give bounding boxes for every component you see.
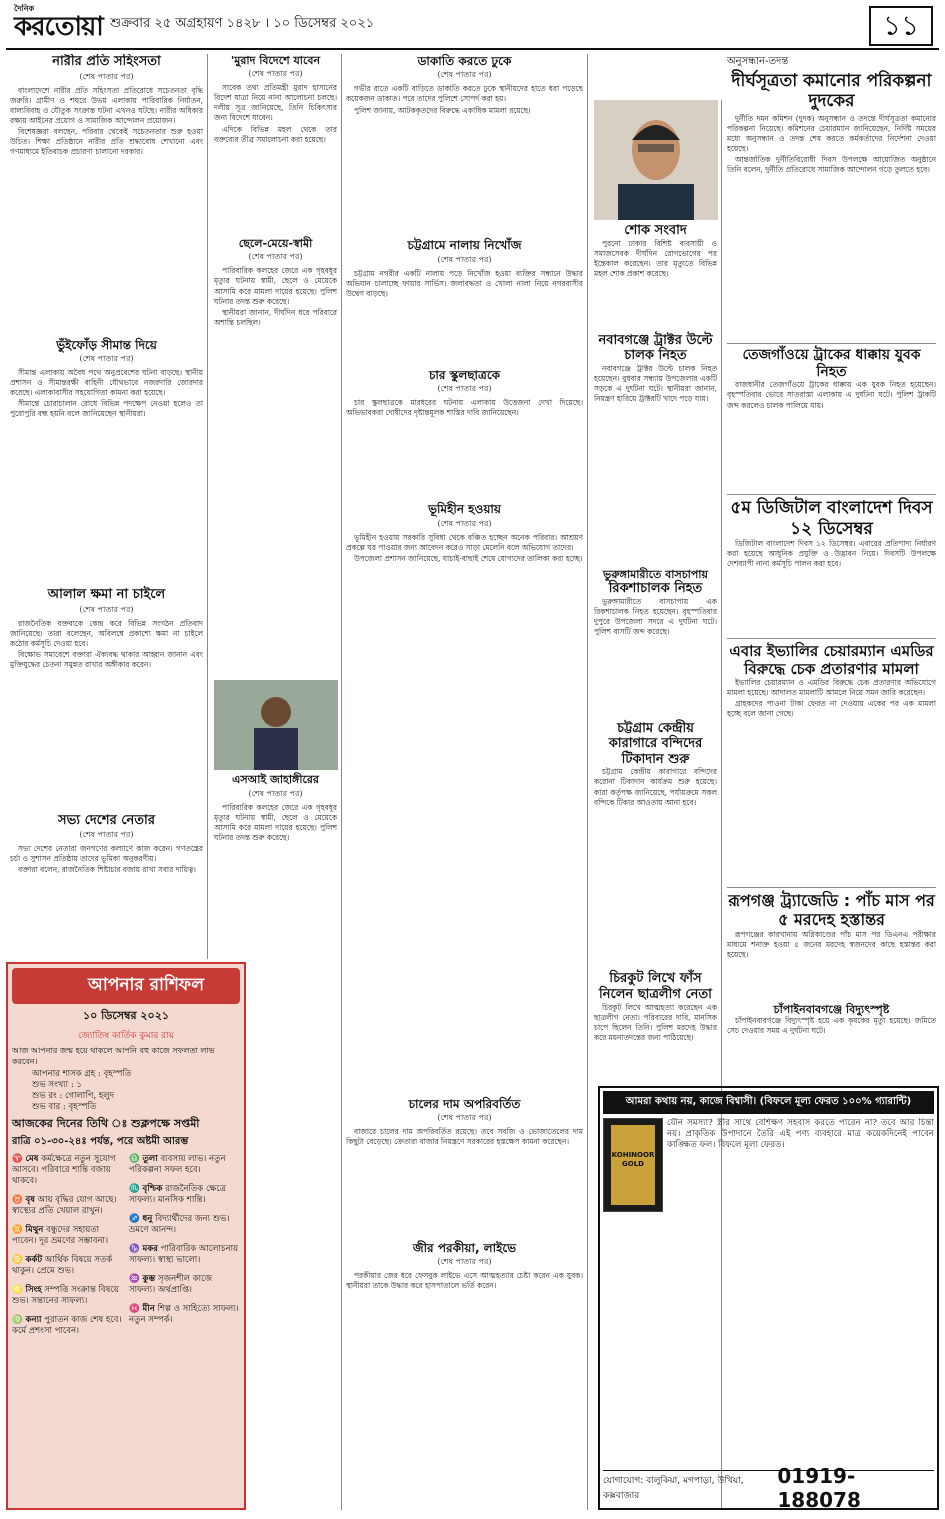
ad-contact: যোগাযোগ: বালুকিয়া, মগপাড়া, উখিয়া, কক্সবাজার — [603, 1476, 744, 1501]
headline-shok: শোক সংবাদ — [624, 223, 687, 238]
continued-label: (শেষ পাতার পর) — [437, 70, 492, 80]
headline-digital: ৫ম ডিজিটাল বাংলাদেশ দিবস ১২ ডিসেম্বর — [727, 494, 936, 539]
zodiac-sign: ♏ বৃশ্চিক রাজনৈতিক ক্ষেত্রে সাফল্য। মানসিক শান্তি। — [129, 1184, 226, 1205]
headline-jiir: জীর পরকীয়া, লাইভে — [412, 1240, 517, 1255]
article-chele: পারিবারিক কলহের জেরে এক গৃহবধূর মৃত্যুর ঘটনায় স্বামী, ছেলে ও মেয়েকে আসামি করে মামলা দায়ের হয়েছে। পুলিশ ঘটনার তদন্ত শুরু করেছে। স্থানীয়রা জানান, দীর্ঘদিন ধরে পরিবারে অশান্তি চলছিল। — [214, 266, 337, 327]
photo-caption: এসআই জাহাঙ্গীরের — [232, 773, 319, 787]
zodiac-sign: ♓ মীন শিল্প ও সাহিত্যে সাফল্য। নতুন সম্পর্ক। — [129, 1304, 239, 1325]
continued-label: (শেষ পাতার পর) — [248, 252, 303, 262]
person-photo-icon — [214, 680, 338, 770]
headline-ctg: চট্টগ্রাম কেন্দ্রীয় কারাগারে বন্দিদের টিকাদান শুরু — [608, 720, 703, 767]
headline-chaler: চালের দাম অপরিবর্তিত — [408, 1096, 521, 1111]
article-chapai: চাঁপাইনবাবগঞ্জে বিদ্যুৎস্পৃষ্ট হয়ে এক কৃষকের মৃত্যু হয়েছে। জমিতে সেচ দেওয়ার সময় এ দুর্ঘটনা ঘটে। — [727, 1015, 936, 1035]
headline-dirgho: দীর্ঘসূত্রতা কমানোর পরিকল্পনা দুদকের — [731, 71, 932, 112]
masthead — [6, 4, 939, 50]
headline-murad: 'মুরাদ বিদেশে যাবেন — [230, 54, 321, 67]
horoscope-intro: আজ আপনার জন্ম হয়ে থাকলে আপনি বহু কাজে সফলতা লাভ করবেন। — [12, 1046, 215, 1066]
zodiac-grid — [12, 1154, 240, 1337]
headline-rupganj: রূপগঞ্জ ট্র্যাজেডি : পাঁচ মাস পর ৫ মরদেহ হস্তান্তর — [727, 887, 936, 929]
article-jiir: পরকীয়ার জের ধরে ফেসবুক লাইভে এসে আত্মহত্যার চেষ্টা করেন এক যুবক। স্থানীয়রা তাকে উদ্ধার করে হাসপাতালে ভর্তি করেন। — [346, 1271, 583, 1291]
headline-nala: চট্টগ্রামে নালায় নিখোঁজ — [407, 238, 522, 253]
column-5 — [724, 54, 939, 1084]
zodiac-sign: ♊ মিথুন বন্ধুদের সহায়তা পাবেন। দূর ভ্রমণের সম্ভাবনা। — [12, 1225, 109, 1246]
article-digital: ডিজিটাল বাংলাদেশ দিবস ১২ ডিসেম্বর। এবারের প্রতিপাদ্য নির্ধারণ করা হয়েছে আধুনিক প্রযুক্তি ও উদ্ভাবন নিয়ে। দিবসটি উপলক্ষে দেশব্যাপী নানা কর্মসূচি পালন করা হবে। — [727, 539, 936, 569]
continued-label: (শেষ পাতার পর) — [79, 830, 134, 840]
newspaper-logo — [14, 4, 103, 44]
headline-nari: নারীর প্রতি সহিংসতা — [52, 54, 161, 69]
product-label: KOHINOOR GOLD — [611, 1125, 655, 1205]
headline-joto: ভুরুঙ্গামারীতে বাসচাপায় — [603, 567, 708, 581]
kicker-dirgho: অনুসন্ধান-তদন্ত — [727, 56, 789, 67]
article-bhumihin: ভূমিহীন হওয়ায় সরকারি সুবিধা থেকে বঞ্চিত হচ্ছেন অনেক পরিবার। আশ্রয়ণ প্রকল্পে ঘর পাওয়ার জন্য আবেদন করেও সাড়া মেলেনি বলে অভিযোগ তাদের। উপজেলা প্রশাসন জানিয়েছে, যাচাই-বাছাই শেষে যোগ্যদের তালিকা করা হচ্ছে। — [346, 532, 583, 563]
article-ctg: চট্টগ্রাম কেন্দ্রীয় কারাগারে বন্দিদের করোনা টিকাদান কার্যক্রম শুরু হয়েছে। কারা কর্তৃপক্ষ জানিয়েছে, পর্যায়ক্রমে সকল বন্দিকে টিকার আওতায় আনা হবে। — [594, 767, 717, 807]
column-3 — [342, 54, 588, 1510]
headline-nawab: নবাবগঞ্জে ট্রাক্টর উল্টে চালক নিহত — [598, 332, 713, 364]
zodiac-sign: ♎ তুলা ব্যবসায় লাভ। নতুন পরিকল্পনা সফল হবে। — [129, 1154, 226, 1175]
ad-headline: আমরা কথায় নয়, কাজে বিশ্বাসী। (বিফলে মূল্য ফেরত ১০০% গ্যারান্টি) — [603, 1091, 934, 1114]
article-alal: রাজনৈতিক বক্তব্যকে কেন্দ্র করে বিভিন্ন সংগঠন প্রতিবাদ জানিয়েছে। তারা বলেছেন, অবিলম্বে প্রকাশ্যে ক্ষমা না চাইলে কঠোর কর্মসূচি দেওয়া হবে। বিক্ষোভ সমাবেশে বক্তারা ঐক্যবদ্ধ থাকার আহ্বান জানান এবং মুক্তিযুদ্ধের চেতনা সমুন্নত রাখার অঙ্গীকার করেন। — [10, 618, 203, 669]
zodiac-column-left — [12, 1154, 123, 1337]
article-nala: চট্টগ্রাম নগরীর একটি নালায় পড়ে নিখোঁজ হওয়া ব্যক্তির সন্ধানে উদ্ধার অভিযান চালাচ্ছে ফায়ার সার্ভিস। জলাবদ্ধতা ও খোলা নালা নিয়ে নগরবাসীর উদ্বেগ বাড়ছে। — [346, 268, 583, 298]
continued-label: (শেষ পাতার পর) — [437, 254, 492, 264]
continued-label: (শেষ পাতার পর) — [437, 1112, 492, 1122]
article-tejgaon: রাজধানীর তেজগাঁওয়ে ট্রাকের ধাক্কায় এক যুবক নিহত হয়েছেন। বৃহস্পতিবার ভোরে সাতরাস্তা এলাকায় এ দুর্ঘটনা ঘটে। পুলিশ ট্রাকটি জব্দ করলেও চালক পালিয়ে যায়। — [727, 380, 936, 410]
subheadline-joto: রিকশাচালক নিহত — [608, 580, 703, 596]
ad-content — [603, 1118, 934, 1388]
horoscope-author: জ্যোতিষ কার্তিক কুমার রায় — [77, 1031, 175, 1041]
article-nawab: নবাবগঞ্জে ট্রাক্টর উল্টে চালক নিহত হয়েছেন। বুধবার সন্ধ্যায় উপজেলার একটি সড়কে এ দুর্ঘটনা ঘটে। স্থানীয়রা জানান, নিয়ন্ত্রণ হারিয়ে ট্রাক্টরটি খাদে পড়ে যায়। — [594, 363, 717, 404]
continued-label: (শেষ পাতার পর) — [79, 353, 134, 363]
headline-bhumihin: ভূমিহীন হওয়ায় — [428, 502, 501, 517]
zodiac-sign: ♐ ধনু বিদ্যার্থীদের জন্য শুভ। ভ্রমণে আনন্দ। — [129, 1214, 230, 1235]
article-si: পারিবারিক কলহের জেরে এক গৃহবধূর মৃত্যুর ঘটনায় স্বামী, ছেলে ও মেয়েকে আসামি করে মামলা দায়ের হয়েছে। পুলিশ ঘটনার তদন্ত শুরু করেছে। — [214, 802, 337, 842]
horoscope-date: ১০ ডিসেম্বর ২০২১ — [82, 1009, 169, 1022]
page-number: ১১ — [869, 6, 933, 46]
product-image — [603, 1118, 663, 1212]
headline-dakati: ডাকাতি করতে ঢুকে — [417, 54, 512, 68]
article-dirgho: দুর্নীতি দমন কমিশন (দুদক) অনুসন্ধান ও তদন্তে দীর্ঘসূত্রতা কমানোর পরিকল্পনা নিয়েছে। কমিশনের চেয়ারম্যান জানিয়েছেন, নির্দিষ্ট সময়ের মধ্যে অনুসন্ধান ও তদন্ত শেষ করতে কর্মকর্তাদের নির্দেশনা দেওয়া হয়েছে। আন্তর্জাতিক দুর্নীতিবিরোধী দিবস উপলক্ষে আয়োজিত অনুষ্ঠানে তিনি বলেন, দুর্নীতি প্রতিরোধে সামাজিক আন্দোলন গড়ে তুলতে হবে। — [727, 113, 936, 175]
headline-alal: আলাল ক্ষমা না চাইলে — [47, 586, 166, 602]
article-dakati: গভীর রাতে একটি বাড়িতে ডাকাতি করতে ঢুকে স্থানীয়দের হাতে ধরা পড়েছে কয়েকজন ডাকাত। পরে তাদের পুলিশে সোপর্দ করা হয়। পুলিশ জানায়, আটককৃতদের বিরুদ্ধে একাধিক মামলা রয়েছে। — [346, 84, 583, 115]
headline-tejgaon: তেজগাঁওয়ে ট্রাকের ধাক্কায় যুবক নিহত — [727, 343, 936, 381]
column-1 — [6, 54, 208, 959]
headline-char: চার স্কুলছাত্রকে — [428, 367, 501, 382]
continued-label: (শেষ পাতার পর) — [437, 1257, 492, 1267]
article-chirkut: চিরকুট লিখে আত্মহত্যা করেছেন এক ছাত্রলীগ নেতা। পরিবারের দাবি, মানসিক চাপে ছিলেন তিনি। পুলিশ মরদেহ উদ্ধার করে ময়নাতদন্তের জন্য পাঠিয়েছে। — [594, 1002, 717, 1042]
column-2 — [210, 54, 342, 1510]
article-chaler: বাজারে চালের দাম অপরিবর্তিত রয়েছে। তবে সবজি ও ভোজ্যতেলের দাম কিছুটা বেড়েছে। ক্রেতারা বাজার নিয়ন্ত্রণে সরকারের হস্তক্ষেপ কামনা করেছেন। — [346, 1126, 583, 1147]
obituary-photo — [594, 100, 717, 220]
headline-evaly: এবার ইভ্যালির চেয়ারম্যান এমডির বিরুদ্ধে চেক প্রতারণার মামলা — [727, 638, 936, 678]
continued-label: (শেষ পাতার পর) — [79, 604, 134, 614]
continued-label: (শেষ পাতার পর) — [248, 69, 303, 79]
zodiac-sign: ♋ কর্কট আর্থিক বিষয়ে সতর্ক থাকুন। প্রেমে শুভ। — [12, 1255, 113, 1276]
headline-chapai: চাঁপাইনবাবগঞ্জে বিদ্যুৎস্পৃষ্ট — [773, 1002, 890, 1016]
tithi-sub: রাত্রি ০১-৩০-২৪ঃ পর্যন্ত, পরে অষ্টমী আরম্ভ — [12, 1136, 189, 1147]
ad-phone: 01919-188078 — [777, 1464, 861, 1510]
ad-body: যৌন সমস্যা? স্ত্রীর সাথে বেশিক্ষণ সহবাস করতে পারেন না? তবে আর চিন্তা নয়। প্রাকৃতিক উপাদানে তৈরি এই পণ্য ব্যবহারে মাত্র কয়েকদিনেই পাবেন কাঙ্ক্ষিত ফল। বিফলে মূল্য ফেরত। — [667, 1118, 934, 1150]
tithi-heading: আজকের দিনের তিথি ঃ শুক্লপক্ষে সপ্তমী — [12, 1117, 200, 1130]
article-shok: পুরনো ঢাকার বিশিষ্ট ব্যবসায়ী ও সমাজসেবক দীর্ঘদিন রোগভোগের পর ইন্তেকাল করেছেন। তার মৃত্যুতে বিভিন্ন মহল শোক প্রকাশ করেছে। — [594, 238, 717, 278]
logo-daily: দৈনিক — [14, 4, 35, 13]
zodiac-sign: ♉ বৃষ আয় বৃদ্ধির যোগ আছে। স্বাস্থ্যের প্রতি খেয়াল রাখুন। — [12, 1195, 117, 1216]
article-sobbo: সভ্য দেশের নেতারা জনগণের কল্যাণে কাজ করেন। গণতন্ত্রের চর্চা ও সুশাসন প্রতিষ্ঠায় তাদের ভূমিকা অনুকরণীয়। বক্তারা বলেন, রাজনৈতিক শিষ্টাচার বজায় রাখা সবার দায়িত্ব। — [10, 844, 203, 875]
advertisement — [598, 1086, 939, 1510]
headline-vutto: ভুঁইফোঁড় সীমান্ত দিয়ে — [56, 337, 157, 352]
headline-chele: ছেলে-মেয়ে-স্বামী — [238, 237, 313, 251]
zodiac-sign: ♍ কন্যা পুরাতন কাজ শেষ হবে। কর্মে প্রশংসা পাবেন। — [12, 1315, 122, 1336]
dateline: শুক্রবার ২৫ অগ্রহায়ণ ১৪২৮ । ১০ ডিসেম্বর ২০২১ — [110, 16, 375, 31]
horoscope-info: আপনার শাসক গ্রহ : বৃহস্পতি শুভ সংখ্যা : ১ শুভ রং : গোলাপি, হলুদ শুভ বার : বৃহস্পতি — [32, 1069, 132, 1112]
continued-label: (শেষ পাতার পর) — [248, 788, 303, 798]
article-evaly: ইভ্যালির চেয়ারম্যান ও এমডির বিরুদ্ধে চেক প্রতারণার অভিযোগে মামলা হয়েছে। আদালত মামলাটি আমলে নিয়ে সমন জারি করেছেন। গ্রাহকদের পাওনা টাকা ফেরত না দেওয়ায় একের পর এক মামলা হচ্ছে বলে জানা গেছে। — [727, 678, 936, 719]
headline-sobbo: সভ্য দেশের নেতার — [58, 812, 155, 828]
ad-footer — [603, 1464, 934, 1510]
article-vutto: সীমান্ত এলাকায় অবৈধ পথে অনুপ্রবেশের ঘটনা বাড়ছে। স্থানীয় প্রশাসন ও সীমান্তরক্ষী বাহিনী যৌথভাবে নজরদারি জোরদার করেছে। এলাকাবাসীর সহযোগিতা কামনা করা হয়েছে। সীমান্তে চোরাচালান রোধে বিভিন্ন পদক্ষেপ নেওয়া হলেও তা পুরোপুরি বন্ধ হয়নি বলে জানিয়েছেন স্থানীয়রা। — [10, 367, 203, 419]
continued-label: (শেষ পাতার পর) — [79, 71, 134, 81]
continued-label: (শেষ পাতার পর) — [437, 384, 492, 394]
article-char: চার স্কুলছাত্রকে মারধরের ঘটনায় এলাকায় উত্তেজনা দেখা দিয়েছে। অভিভাবকরা দোষীদের দৃষ্টান্তমূলক শাস্তির দাবি জানিয়েছেন। — [346, 398, 583, 418]
article-joto: ভুরুঙ্গামারীতে বাসচাপায় এক রিকশাচালক নিহত হয়েছেন। বৃহস্পতিবার দুপুরে উপজেলা সদরে এ দুর্ঘটনা ঘটে। পুলিশ বাসটি জব্দ করেছে। — [594, 596, 717, 636]
article-rupganj: রূপগঞ্জের কারখানায় অগ্নিকাণ্ডের পাঁচ মাস পর ডিএনএ পরীক্ষার মাধ্যমে শনাক্ত হওয়া ৫ জনের মরদেহ স্বজনদের কাছে হস্তান্তর করা হয়েছে। — [727, 929, 936, 959]
zodiac-sign: ♑ মকর পারিবারিক আলোচনায় সাফল্য। স্বাস্থ্য ভালো। — [129, 1244, 239, 1265]
zodiac-sign: ♌ সিংহ সম্পত্তি সংক্রান্ত বিষয়ে শুভ। সন্তানের সাফল্য। — [12, 1285, 119, 1306]
zodiac-sign: ♈ মেষ কর্মক্ষেত্রে নতুন সুযোগ আসবে। পরিবারে শান্তি বজায় থাকবে। — [12, 1154, 116, 1186]
logo-name: করতোয়া — [14, 12, 103, 42]
article-murad: সাবেক তথ্য প্রতিমন্ত্রী মুরাদ হাসানের বিদেশ যাত্রা নিয়ে নানা আলোচনা চলছে। দলীয় সূত্র জানিয়েছে, তিনি চিকিৎসার জন্য বিদেশে যাবেন। এদিকে বিভিন্ন মহল থেকে তার বক্তব্যের তীব্র সমালোচনা করা হয়েছে। — [214, 83, 337, 144]
article-nari: বাংলাদেশে নারীর প্রতি সহিংসতা প্রতিরোধে সচেতনতা বৃদ্ধি জরুরি। গ্রামীণ ও শহুরে উভয় এলাকায় পারিবারিক নির্যাতন, বাল্যবিবাহ ও যৌতুক সংক্রান্ত ঘটনা এখনও ঘটছে। নারীর অধিকার রক্ষায় আইনের প্রয়োগ ও সামাজিক আন্দোলন প্রয়োজন। বিশেষজ্ঞরা বলছেন, পরিবার থেকেই সচেতনতার শুরু হওয়া উচিত। শিক্ষা প্রতিষ্ঠানে নারীর প্রতি শ্রদ্ধাবোধ শেখানো এবং গণমাধ্যমে ইতিবাচক প্রচারণা চালানো দরকার। — [10, 85, 203, 157]
horoscope-title: আপনার রাশিফল — [12, 968, 240, 1004]
photo-si — [214, 680, 337, 770]
person-portrait-icon — [594, 100, 718, 220]
continued-label: (শেষ পাতার পর) — [437, 518, 492, 528]
headline-chirkut: চিরকুট লিখে ফাঁস নিলেন ছাত্রলীগ নেতা — [599, 971, 712, 1002]
zodiac-sign: ♒ কুম্ভ সৃজনশীল কাজে সাফল্য। অর্থপ্রাপ্তি। — [129, 1274, 213, 1295]
